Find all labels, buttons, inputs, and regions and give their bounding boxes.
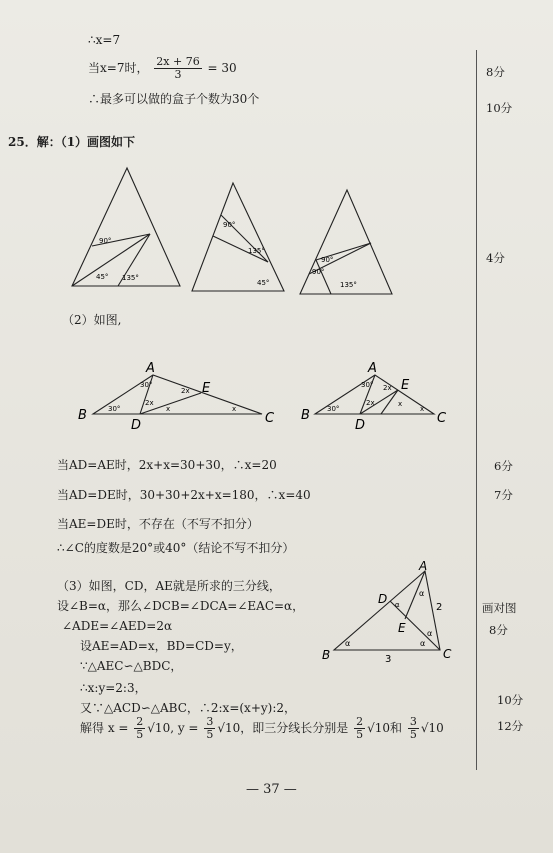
fraction-y-3-5 bbox=[204, 716, 215, 741]
triangle-figure-2 bbox=[192, 183, 284, 291]
t1-angle-135: 135° bbox=[122, 274, 139, 282]
triangle-figure-3 bbox=[300, 190, 392, 294]
case-ad-eq-ae: 当AD=AE时，2x+x=30+30，∴x=20 bbox=[57, 458, 277, 472]
fraction-len2 bbox=[408, 716, 419, 741]
solution-and: 和 bbox=[390, 721, 403, 735]
fraction-denominator: 3 bbox=[174, 68, 182, 81]
sqrt10-len2: √10 bbox=[420, 721, 444, 735]
part-3-solution bbox=[80, 716, 444, 741]
part-3-let-angle: 设∠B=α，那么∠DCB=∠DCA=∠EAC=α， bbox=[57, 599, 305, 613]
right-angle-x-e: x bbox=[398, 400, 403, 408]
solution-mid: ，即三分线长分别是 bbox=[240, 721, 349, 735]
p3-label-D: D bbox=[378, 592, 388, 606]
p3-side-ac-2: 2 bbox=[436, 602, 443, 613]
left-angle-x-d: x bbox=[166, 405, 171, 413]
right-label-D: D bbox=[355, 418, 366, 433]
p3-label-E: E bbox=[398, 621, 406, 635]
frac-x-den: 5 bbox=[136, 728, 144, 741]
solution-prefix: 解得 x = bbox=[80, 721, 129, 735]
part-3-similar-2: 又∵△ACD∽△ABC，∴2:x=(x+y):2， bbox=[80, 701, 297, 715]
fraction-len1 bbox=[354, 716, 365, 741]
fraction-numerator: 2x + 76 bbox=[156, 55, 200, 68]
case-ad-eq-de: 当AD=DE时，30+30+2x+x=180，∴x=40 bbox=[57, 488, 311, 502]
t2-angle-135: 135° bbox=[248, 247, 265, 255]
frac-len1-num: 2 bbox=[356, 715, 364, 728]
p3-label-B: B bbox=[322, 648, 331, 662]
score-4: 4分 bbox=[486, 251, 505, 265]
score-draw-figure: 画对图 bbox=[482, 601, 517, 615]
fraction-x-2-5 bbox=[134, 716, 145, 741]
substitute-prefix: 当x=7时， bbox=[88, 61, 149, 75]
right-label-B: B bbox=[301, 408, 310, 423]
right-label-A: A bbox=[368, 361, 377, 376]
t1-angle-90: 90° bbox=[99, 237, 112, 245]
conclusion-angle-c: ∴∠C的度数是20°或40°（结论不写不扣分） bbox=[57, 541, 295, 555]
part-3-ratio: ∴x:y=2:3， bbox=[80, 681, 147, 695]
t3-angle-90-b: 90° bbox=[312, 268, 325, 276]
sqrt10-x: √10 bbox=[147, 721, 171, 735]
line-max-boxes: ∴最多可以做的盒子个数为30个 bbox=[88, 92, 260, 106]
p3-label-C: C bbox=[443, 647, 452, 661]
line-x-equals-7: ∴x=7 bbox=[88, 33, 121, 47]
t3-angle-135: 135° bbox=[340, 281, 357, 289]
frac-y-den: 5 bbox=[206, 728, 214, 741]
case-ae-eq-de: 当AE=DE时，不存在（不写不扣分） bbox=[57, 517, 259, 531]
t2-angle-45: 45° bbox=[257, 279, 270, 287]
frac-y-num: 3 bbox=[206, 715, 214, 728]
left-angle-30-b: 30° bbox=[108, 405, 121, 413]
score-10: 10分 bbox=[486, 101, 513, 115]
p3-side-bc-3: 3 bbox=[385, 654, 392, 665]
p3-label-A: A bbox=[419, 559, 428, 573]
p3-angle-alpha-a: α bbox=[419, 589, 425, 598]
left-angle-2x-d: 2x bbox=[145, 399, 154, 407]
score-6: 6分 bbox=[494, 459, 513, 473]
p3-angle-alpha-b: α bbox=[345, 639, 351, 648]
left-angle-x-c: x bbox=[232, 405, 237, 413]
substitute-result: = 30 bbox=[207, 61, 237, 75]
score-7: 7分 bbox=[494, 488, 513, 502]
left-label-D: D bbox=[131, 418, 142, 433]
left-label-C: C bbox=[265, 411, 275, 426]
sqrt10-y: √10 bbox=[217, 721, 241, 735]
t3-angle-90-a: 90° bbox=[321, 256, 334, 264]
score-10-part3: 10分 bbox=[497, 693, 524, 707]
y-equals: , y = bbox=[170, 721, 199, 735]
right-angle-x-c: x bbox=[420, 405, 425, 413]
triangle-figure-1 bbox=[72, 168, 180, 286]
right-label-E: E bbox=[401, 378, 410, 393]
right-angle-30-b: 30° bbox=[327, 405, 340, 413]
triangle-3-outline bbox=[300, 190, 392, 294]
score-12: 12分 bbox=[497, 719, 524, 733]
p3-angle-alpha-c1: α bbox=[420, 639, 426, 648]
score-8-part3: 8分 bbox=[489, 623, 508, 637]
frac-len1-den: 5 bbox=[356, 728, 364, 741]
question-25-heading: 25．解：（1）画图如下 bbox=[8, 135, 136, 149]
triangle-1-outline bbox=[72, 168, 180, 286]
left-label-A: A bbox=[146, 361, 155, 376]
right-segment-ef bbox=[381, 390, 398, 414]
part-3-angle-ade: ∠ADE=∠AED=2α bbox=[62, 619, 173, 633]
frac-len2-num: 3 bbox=[409, 715, 417, 728]
part-3-intro: （3）如图，CD，AE就是所求的三分线， bbox=[57, 579, 281, 593]
t1-angle-45: 45° bbox=[96, 273, 109, 281]
part-2-heading: （2）如图, bbox=[62, 313, 122, 327]
left-angle-2x-top: 2x bbox=[181, 387, 190, 395]
right-angle-30-top: 30° bbox=[361, 381, 374, 389]
triangle-2-outline bbox=[192, 183, 284, 291]
score-8: 8分 bbox=[486, 65, 505, 79]
right-angle-2x-d: 2x bbox=[366, 399, 375, 407]
part-3-similar-1: ∵△AEC∽△BDC， bbox=[80, 659, 183, 673]
t2-angle-90: 90° bbox=[223, 221, 236, 229]
sqrt10-len1: √10 bbox=[367, 721, 390, 735]
frac-x-num: 2 bbox=[136, 715, 144, 728]
p3-angle-2a-d: α bbox=[395, 601, 400, 609]
right-angle-2x-top: 2x bbox=[383, 384, 392, 392]
left-label-B: B bbox=[78, 408, 87, 423]
triangle-3-cut-3 bbox=[316, 260, 331, 294]
frac-len2-den: 5 bbox=[409, 728, 417, 741]
part-3-set-lengths: 设AE=AD=x，BD=CD=y， bbox=[80, 639, 243, 653]
right-label-C: C bbox=[437, 411, 447, 426]
left-label-E: E bbox=[202, 381, 211, 396]
p3-angle-alpha-c2: α bbox=[427, 629, 433, 638]
left-angle-30-top: 30° bbox=[140, 381, 153, 389]
page-number: — 37 — bbox=[246, 782, 297, 797]
